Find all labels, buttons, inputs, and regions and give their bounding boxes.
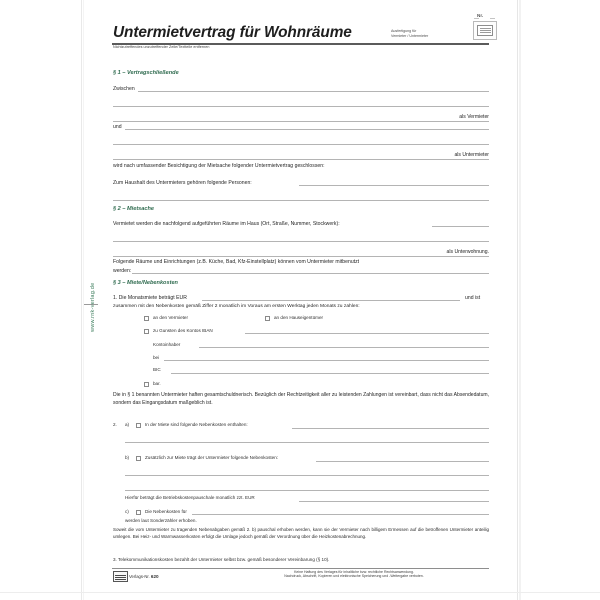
copy-designation-line2: Vermieter / Untermieter [391,33,429,38]
label-item-2c-letter: c) [125,509,129,514]
checkbox-item-2a[interactable] [136,423,141,428]
field-subtenant-line3[interactable] [113,159,489,160]
copy-designation-line1: Ausfertigung für [391,29,417,33]
text-cost-apportionment: Soweit die vom Untermieter zu tragenden Nebenabgaben gemäß 2. b) pauschal erhoben werden, kann sie der Vermieter nach billigem Ermessen auf die betroffenen Untermieter anteilig umlegen. Bei Heiz- und Warmwasserkosten erfolgt die Umlage jedoch gemäß der Verordnung über die Heizkostenabrechnung. [113,527,489,539]
field-subtenant-line2[interactable] [113,144,489,145]
text-shared-rooms-line1: Folgende Räume und Einrichtungen (z.B. Küche, Bad, Kfz-Einstellplatz) können vom Untermieter mitbenutzt [113,259,360,265]
label-item-2b: Zusätzlich zur Miete trägt der Untermieter folgende Nebenkosten: [145,455,279,460]
page-bottom-edge [0,592,600,593]
label-bank-at: bei [153,355,160,360]
text-joint-liability: Die in § 1 benannten Untermieter haften gesamtschuldnerisch. Bezüglich der Rechtzeitigkeit aller zu leistenden Zahlungen ist vereinbart, dass nicht das Absendedatum, sondern das Eingangsdatum maßgeblich ist. [113,392,489,406]
field-iban[interactable] [245,333,489,334]
field-household-line2[interactable] [113,200,489,201]
field-landlord-line2[interactable] [113,106,489,107]
section-1-heading: § 1 – Vertragschließende [113,70,179,76]
checkbox-pay-landlord[interactable] [144,316,149,321]
publisher-number [129,574,159,579]
text-monthly-rent-suffix: und ist [465,295,481,301]
form-body [84,0,517,600]
field-bic[interactable] [171,373,489,374]
text-lease-intro: Vermietet werden die nachfolgend aufgeführten Räume im Haus (Ort, Straße, Nummer, Stockwerk): [113,221,340,227]
field-landlord-line1[interactable] [138,91,489,92]
label-item-2c-second: werden laut Sonderzähler erhoben. [125,518,197,523]
label-account-holder: Kontoinhaber [153,342,181,347]
label-item-2b-letter: b) [125,455,130,460]
field-item-2a-line2[interactable] [125,442,489,443]
text-payment-terms: zusammen mit den Nebenkosten gemäß Ziffer 2 monatlich im Voraus am ersten Werktag jeden Monats zu zahlen: [113,304,360,309]
text-monthly-rent-label: 1. Die Monatsmiete beträgt EUR [113,295,187,301]
label-item-2-number: 2. [113,422,117,427]
field-landlord-line3[interactable] [113,121,489,122]
label-pay-cash: bar. [153,381,161,386]
label-item-2a: In der Miete sind folgende Nebenkosten enthalten: [145,422,248,427]
page-edge-left [81,0,82,600]
publisher-number-prefix: Verlags-Nr. [129,574,150,579]
field-item-2a-line1[interactable] [292,428,489,429]
field-premises-line3[interactable] [113,256,489,257]
label-als-vermieter: als Vermieter [459,114,489,120]
field-account-holder[interactable] [199,347,489,348]
field-household-line1[interactable] [299,185,489,186]
text-contract-conclusion: wird nach umfassender Besichtigung der Mietsache folgender Untermietvertrag geschlossen: [113,163,325,169]
checkbox-item-2c[interactable] [136,510,141,515]
field-operating-cost-flat-rate[interactable] [299,501,489,502]
section-2-heading: § 2 – Mietsache [113,206,155,212]
field-premises-line2[interactable] [113,241,489,242]
page-title: Untermietvertrag für Wohnräume [113,24,352,41]
field-item-2b-line1[interactable] [316,461,489,462]
checkbox-item-2b[interactable] [136,456,141,461]
field-premises-line1[interactable] [432,226,489,227]
field-bank-at[interactable] [164,360,489,361]
label-pay-iban: zu Gunsten des Kontos IBAN [153,328,213,333]
field-item-2b-line2[interactable] [125,475,489,476]
label-pay-houseowner: an den Hauseigentümer [274,315,324,320]
publisher-side-text: www.rnk-verlag.de [90,282,96,332]
footer-disclaimer-line2: Nachdruck, Abschrift, Kopieren und elektronische Speicherung und -Weitergabe verboten. [284,574,424,579]
label-operating-cost-flat-rate: Hierfür beträgt die Betriebskostenpauschale monatlich zzt. EUR [125,495,255,500]
footer-divider [112,568,489,569]
checkbox-pay-cash[interactable] [144,382,149,387]
text-shared-rooms-line2: werden: [113,268,132,274]
section-3-heading: § 3 – Miete/Nebenkosten [113,280,178,286]
checkbox-pay-houseowner[interactable] [265,316,270,321]
field-shared-rooms[interactable] [132,273,489,274]
checkbox-pay-iban[interactable] [144,329,149,334]
label-zwischen: Zwischen [113,86,135,92]
label-als-unterwohnung: als Unterwohnung. [446,249,489,255]
field-monthly-rent[interactable] [202,300,460,301]
label-bic: BIC [153,367,161,372]
label-item-2a-letter: a) [125,422,130,427]
label-pay-landlord: an den Vermieter [153,315,188,320]
page-edge-right-soft [519,0,521,600]
field-subtenant-line1[interactable] [125,129,489,130]
label-household-persons: Zum Haushalt des Untermieters gehören folgende Personen: [113,180,252,186]
label-item-2c: Die Nebenkosten für [145,509,187,514]
publisher-number-value: 620 [150,574,159,579]
stamp-box-label: Nr. [477,13,484,18]
text-item-3-telecom: 3. Telekommunikationskosten bezahlt der Untermieter selbst bzw. gemäß besonderer Vereinbarung (§ 10). [113,557,330,562]
footer-disclaimer-line1: Keine Haftung des Verlages für inhaltliche bzw. rechtliche Rechtsanwendung. [294,570,414,574]
publisher-logo-icon [113,571,128,582]
page-edge-right [517,0,518,600]
label-und: und [113,124,122,130]
header-subtitle: Nichtzutreffendes unzutreffender Zeile/Textteile entfernen [113,44,210,49]
field-item-2b-line3[interactable] [125,490,489,491]
label-als-untermieter: als Untermieter [454,152,489,158]
field-item-2c[interactable] [192,514,489,515]
form-sheet [84,0,517,600]
footer-disclaimer [234,570,474,579]
